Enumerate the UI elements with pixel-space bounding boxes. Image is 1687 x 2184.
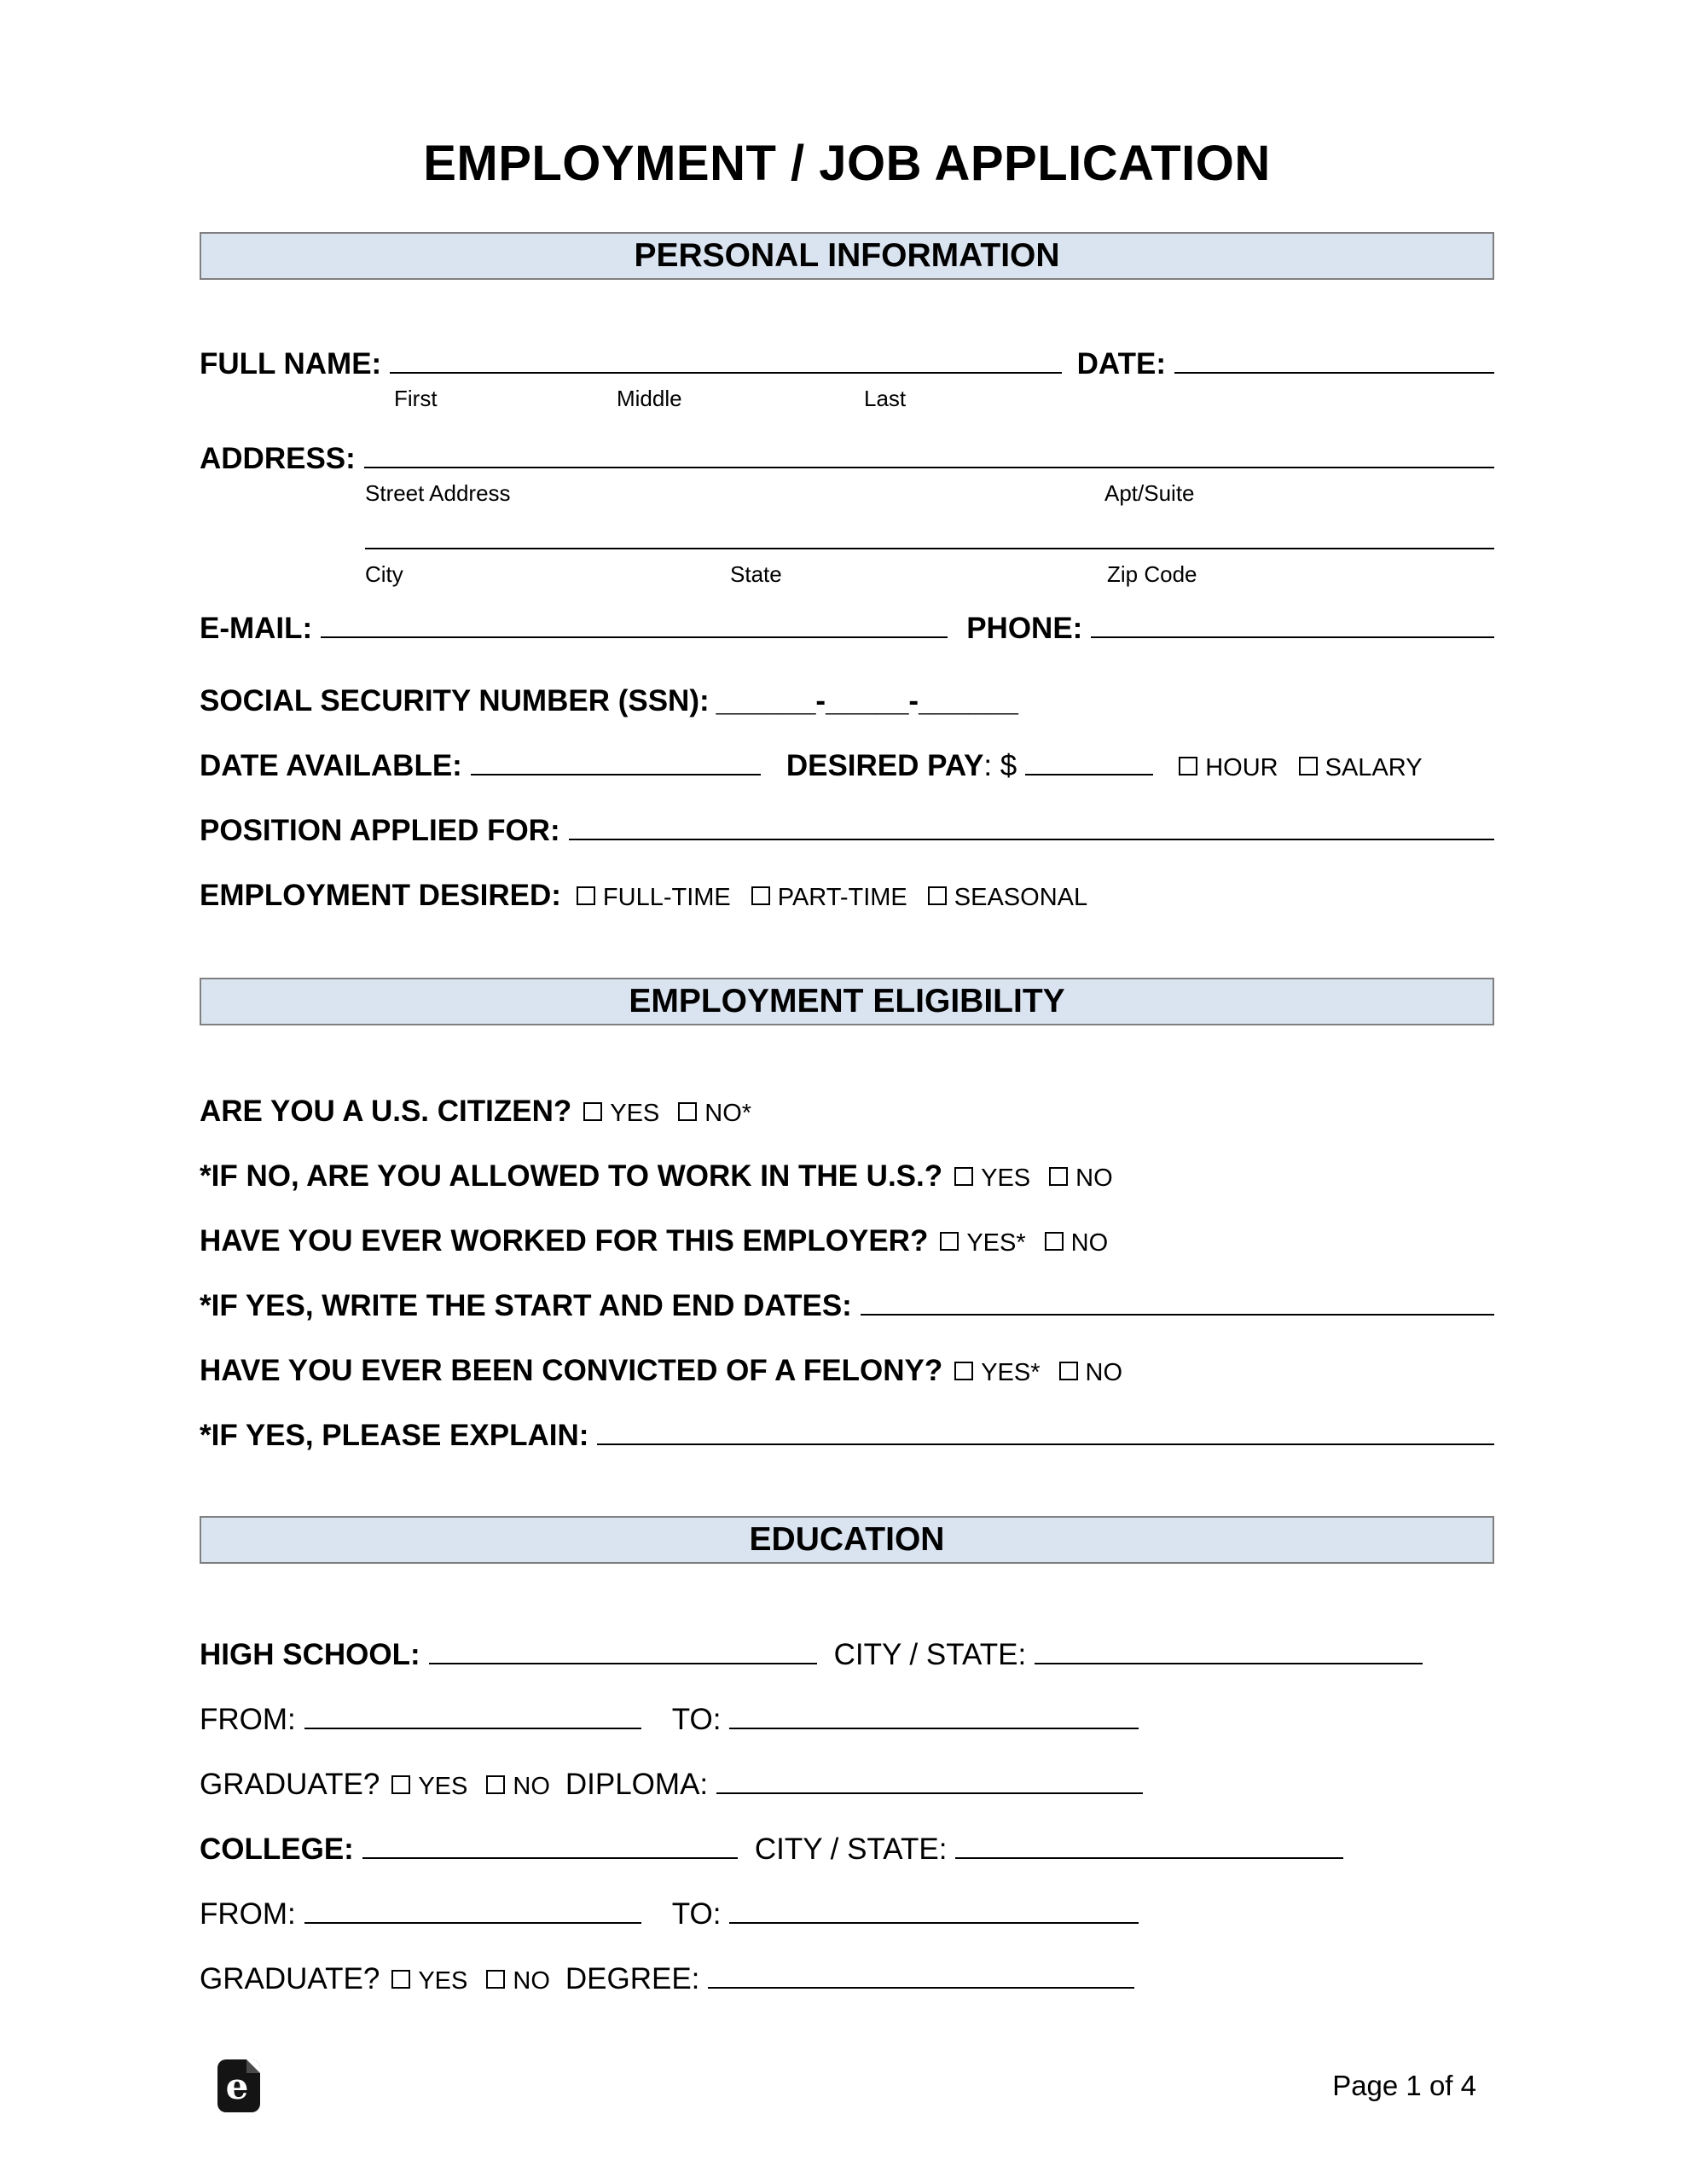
college-graduate-row <box>200 1962 1494 1996</box>
full-time-label: FULL-TIME <box>602 884 731 911</box>
page-number: Page 1 of 4 <box>1332 2070 1476 2101</box>
desired-pay-label: DESIRED PAY <box>786 749 984 782</box>
address-line2-row <box>200 524 1494 543</box>
hs-graduate-label: GRADUATE? <box>200 1768 380 1801</box>
checkbox-allowed-no[interactable] <box>1049 1167 1068 1186</box>
hour-label: HOUR <box>1205 754 1278 781</box>
address-label: ADDRESS: <box>200 442 356 475</box>
checkbox-salary[interactable] <box>1299 757 1318 775</box>
checkbox-college-graduate-yes[interactable] <box>391 1970 410 1989</box>
email-label: E-MAIL: <box>200 612 313 645</box>
college-graduate-label: GRADUATE? <box>200 1962 380 1995</box>
address-sublabels-row <box>200 478 1494 505</box>
checkbox-allowed-yes[interactable] <box>954 1167 973 1186</box>
city-state-zip-input-line[interactable] <box>365 524 1494 549</box>
section-header-education <box>200 1516 1494 1564</box>
college-to-input-line[interactable] <box>729 1898 1139 1924</box>
position-input-line[interactable] <box>569 815 1494 840</box>
high-school-label: HIGH SCHOOL: <box>200 1638 420 1671</box>
email-phone-row <box>200 612 1494 646</box>
college-city-state-input-line[interactable] <box>955 1833 1343 1859</box>
name-sublabels-row <box>200 383 1494 410</box>
date-available-input-line[interactable] <box>471 750 761 775</box>
employment-desired-row <box>200 879 1494 913</box>
ssn-label: SOCIAL SECURITY NUMBER (SSN): <box>200 684 710 717</box>
city-sublabel: City <box>365 561 403 587</box>
checkbox-felony-no[interactable] <box>1059 1362 1078 1380</box>
desired-pay-input-line[interactable] <box>1025 750 1153 775</box>
allowed-to-work-question-label: *IF NO, ARE YOU ALLOWED TO WORK IN THE U.S.? <box>200 1159 943 1193</box>
start-end-dates-label: *IF YES, WRITE THE START AND END DATES: <box>200 1289 852 1322</box>
hs-from-label: FROM: <box>200 1703 296 1736</box>
desired-pay-prefix: : $ <box>983 749 1017 782</box>
felony-explain-row <box>200 1419 1494 1453</box>
college-graduate-no-label: NO <box>513 1967 550 1995</box>
address-row <box>200 442 1494 476</box>
checkbox-full-time[interactable] <box>577 886 595 905</box>
section-header-employment-eligibility <box>200 978 1494 1025</box>
hs-graduate-row <box>200 1768 1494 1802</box>
checkbox-citizen-yes[interactable] <box>583 1102 602 1121</box>
felony-explain-label: *IF YES, PLEASE EXPLAIN: <box>200 1419 589 1452</box>
checkbox-hs-graduate-yes[interactable] <box>391 1775 410 1794</box>
full-name-input-line[interactable] <box>390 348 1061 374</box>
checkbox-citizen-no[interactable] <box>678 1102 697 1121</box>
college-city-state-label: CITY / STATE: <box>754 1833 948 1866</box>
zip-code-sublabel: Zip Code <box>1107 561 1197 587</box>
city-sublabels-row <box>200 559 1494 586</box>
checkbox-seasonal[interactable] <box>928 886 947 905</box>
worked-no-label: NO <box>1070 1229 1109 1257</box>
college-from-label: FROM: <box>200 1897 296 1931</box>
part-time-label: PART-TIME <box>777 884 907 911</box>
felony-no-label: NO <box>1085 1359 1123 1386</box>
employment-eligibility-header-label: EMPLOYMENT ELIGIBILITY <box>629 983 1065 1019</box>
first-sublabel: First <box>394 386 438 411</box>
degree-input-line[interactable] <box>708 1963 1134 1989</box>
felony-explain-input-line[interactable] <box>597 1420 1494 1445</box>
position-row <box>200 814 1494 848</box>
diploma-label: DIPLOMA: <box>565 1768 709 1801</box>
hs-city-state-input-line[interactable] <box>1035 1639 1423 1664</box>
section-header-personal-information <box>200 232 1494 280</box>
street-address-input-line[interactable] <box>364 443 1494 468</box>
ssn-input-blank[interactable]: ______-_____-______ <box>716 684 1018 717</box>
date-input-line[interactable] <box>1174 348 1494 374</box>
diploma-input-line[interactable] <box>716 1769 1143 1794</box>
street-address-sublabel: Street Address <box>365 480 511 506</box>
page-content <box>0 135 1687 1996</box>
position-applied-for-label: POSITION APPLIED FOR: <box>200 814 560 847</box>
apt-suite-sublabel: Apt/Suite <box>1104 480 1195 506</box>
date-label: DATE: <box>1076 347 1166 380</box>
ssn-row <box>200 684 1494 718</box>
citizen-question-row <box>200 1095 1494 1129</box>
college-from-to-row <box>200 1897 1494 1931</box>
hs-from-to-row <box>200 1703 1494 1737</box>
high-school-row <box>200 1638 1494 1672</box>
hs-to-label: TO: <box>671 1703 722 1736</box>
checkbox-worked-no[interactable] <box>1045 1232 1064 1251</box>
logo-letter: e <box>225 2065 249 2107</box>
citizen-question-label: ARE YOU A U.S. CITIZEN? <box>200 1095 572 1128</box>
hs-to-input-line[interactable] <box>729 1704 1139 1729</box>
state-sublabel: State <box>730 561 782 587</box>
worked-yes-label: YES* <box>966 1229 1026 1257</box>
college-to-label: TO: <box>671 1897 722 1931</box>
checkbox-college-graduate-no[interactable] <box>486 1970 505 1989</box>
middle-sublabel: Middle <box>617 386 682 411</box>
last-sublabel: Last <box>864 386 907 411</box>
allowed-to-work-question-row <box>200 1159 1494 1194</box>
hs-graduate-yes-label: YES <box>418 1773 468 1800</box>
date-available-pay-row <box>200 749 1494 783</box>
salary-label: SALARY <box>1325 754 1423 781</box>
citizen-no-label: NO* <box>704 1100 752 1127</box>
phone-input-line[interactable] <box>1091 613 1494 638</box>
allowed-no-label: NO <box>1075 1165 1113 1192</box>
page-title: EMPLOYMENT / JOB APPLICATION <box>423 136 1271 191</box>
full-name-label: FULL NAME: <box>200 347 382 380</box>
hs-from-input-line[interactable] <box>304 1704 641 1729</box>
checkbox-part-time[interactable] <box>751 886 770 905</box>
worked-before-question-row <box>200 1224 1494 1258</box>
seasonal-label: SEASONAL <box>954 884 1088 911</box>
college-label: COLLEGE: <box>200 1833 354 1866</box>
checkbox-hour[interactable] <box>1179 757 1197 775</box>
college-input-line[interactable] <box>362 1833 738 1859</box>
hs-graduate-no-label: NO <box>513 1773 550 1800</box>
checkbox-hs-graduate-no[interactable] <box>486 1775 505 1794</box>
education-header-label: EDUCATION <box>749 1521 945 1558</box>
start-end-dates-input-line[interactable] <box>861 1290 1494 1316</box>
citizen-yes-label: YES <box>610 1100 660 1127</box>
worked-before-question-label: HAVE YOU EVER WORKED FOR THIS EMPLOYER? <box>200 1224 929 1258</box>
date-available-label: DATE AVAILABLE: <box>200 749 462 782</box>
degree-label: DEGREE: <box>565 1962 700 1995</box>
phone-label: PHONE: <box>966 612 1083 645</box>
checkbox-worked-yes[interactable] <box>940 1232 959 1251</box>
high-school-input-line[interactable] <box>429 1639 817 1664</box>
email-input-line[interactable] <box>321 613 948 638</box>
felony-question-row <box>200 1354 1494 1388</box>
hs-city-state-label: CITY / STATE: <box>833 1638 1027 1671</box>
allowed-yes-label: YES <box>981 1165 1031 1192</box>
full-name-row <box>200 347 1494 381</box>
college-from-input-line[interactable] <box>304 1898 641 1924</box>
checkbox-felony-yes[interactable] <box>954 1362 973 1380</box>
college-row <box>200 1833 1494 1867</box>
felony-question-label: HAVE YOU EVER BEEN CONVICTED OF A FELONY? <box>200 1354 943 1387</box>
start-end-dates-row <box>200 1289 1494 1323</box>
employment-desired-label: EMPLOYMENT DESIRED: <box>200 879 561 912</box>
college-graduate-yes-label: YES <box>418 1967 468 1995</box>
personal-information-header-label: PERSONAL INFORMATION <box>634 237 1060 274</box>
felony-yes-label: YES* <box>981 1359 1041 1386</box>
eforms-logo <box>217 2059 260 2112</box>
